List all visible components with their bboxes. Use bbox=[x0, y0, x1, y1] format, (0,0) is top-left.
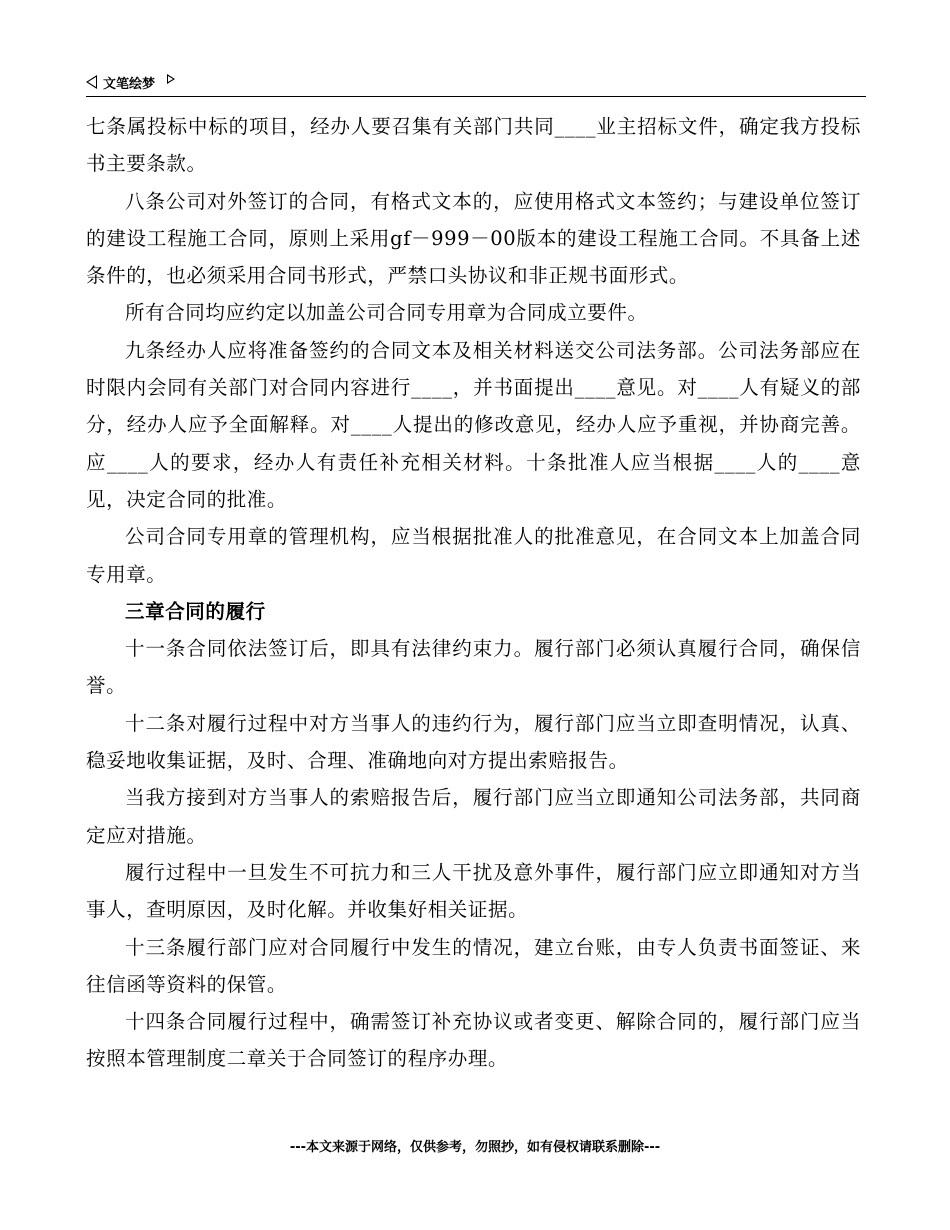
page-footer: ---本文来源于网络，仅供参考，勿照抄，如有侵权请联系删除--- bbox=[289, 1140, 661, 1155]
header-brand bbox=[86, 72, 175, 92]
paragraph-article-11: 十一条合同依法签订后，即具有法律约束力。履行部门必须认真履行合同，确保信誉。 bbox=[86, 637, 861, 698]
paragraph-article-8: 八条公司对外签订的合同，有格式文本的，应使用格式文本签约；与建设单位签订的建设工程施工合同，原则上采用gf－999－00版本的建设工程施工合同。不具备上述条件的，也必须采用合同书形式，严禁口头协议和非正规书面形式。 bbox=[86, 189, 861, 288]
paragraph-contract-seal: 所有合同均应约定以加盖公司合同专用章为合同成立要件。 bbox=[125, 301, 648, 325]
paragraph-claim-response: 当我方接到对方当事人的索赔报告后，履行部门应当立即通知公司法务部，共同商定应对措施。 bbox=[86, 786, 861, 847]
section-heading: 三章合同的履行 bbox=[125, 599, 266, 623]
document-body bbox=[86, 108, 861, 1078]
paragraph-article-7: 七条属投标中标的项目，经办人要召集有关部门共同____业主招标文件，确定我方投标书主要条款。 bbox=[86, 115, 861, 176]
paragraph-seal-management: 公司合同专用章的管理机构，应当根据批准人的批准意见，在合同文本上加盖合同专用章。 bbox=[86, 525, 861, 586]
paragraph-article-14: 十四条合同履行过程中，确需签订补充协议或者变更、解除合同的，履行部门应当按照本管理制度二章关于合同签订的程序办理。 bbox=[86, 1010, 861, 1071]
brand-text: 文笔绘梦 bbox=[103, 76, 156, 92]
paragraph-article-9-10: 九条经办人应将准备签约的合同文本及相关材料送交公司法务部。公司法务部应在时限内会同有关部门对合同内容进行____，并书面提出____意见。对____人有疑义的部分，经办人应予全面解释。对____人提出的修改意见，经办人应予重视，并协商完善。应____人的要求，经办人有责任补充相关材料。十条批准人应当根据____人的____意见，决定合同的批准。 bbox=[86, 338, 861, 511]
page-header bbox=[86, 70, 866, 97]
triangle-left-icon bbox=[86, 75, 97, 89]
triangle-right-icon bbox=[167, 74, 175, 84]
paragraph-force-majeure: 履行过程中一旦发生不可抗力和三人干扰及意外事件，履行部门应立即通知对方当事人，查明原因，及时化解。并收集好相关证据。 bbox=[86, 860, 861, 922]
paragraph-article-12: 十二条对履行过程中对方当事人的违约行为，履行部门应当立即查明情况，认真、稳妥地收集证据，及时、合理、准确地向对方提出索赔报告。 bbox=[86, 711, 861, 773]
paragraph-article-13: 十三条履行部门应对合同履行中发生的情况，建立台账，由专人负责书面签证、来往信函等资料的保管。 bbox=[86, 935, 861, 996]
